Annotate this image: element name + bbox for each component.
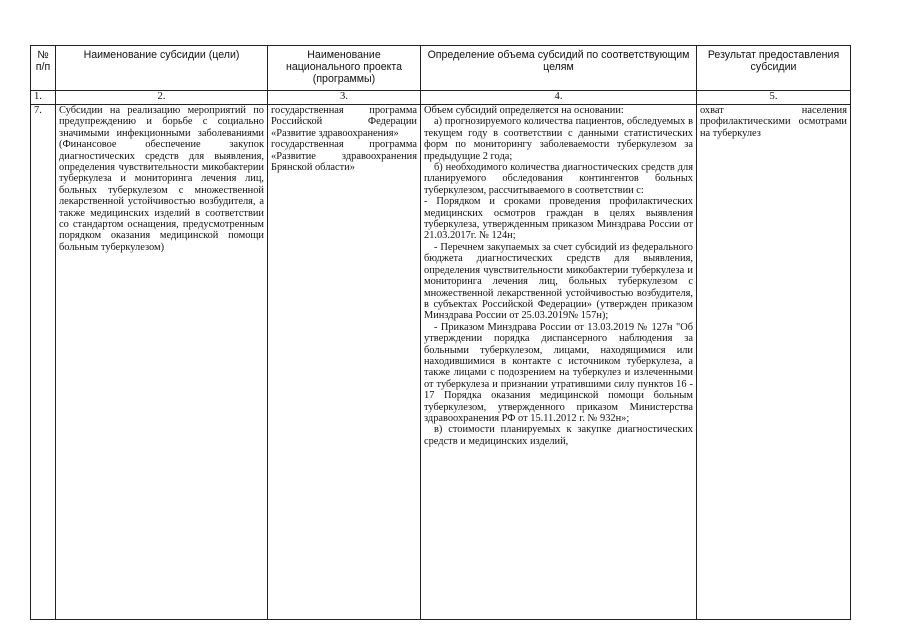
- definition-subitem-2: - Перечнем закупаемых за счет субсидий из федерального бюджета диагностических средств для выявления, определения чувствительности микобактерии туберкулеза и мониторинга лечения лиц, больных туберкулезом с множественной лекарственной устойчивостью возбудителя, в субъектах Российской Федерации» (утвержден приказом Минздрава России от 25.03.2019№ 157н);: [424, 241, 693, 322]
- definition-subitem-3: - Приказом Минздрава России от 13.03.2019 № 127н "Об утверждении порядка диспансерного наблюдения за больными туберкулезом, лицами, находящимися или находившимися в контакте с источником туберкулеза, а также лицами с подозрением на туберкулез и излеченными от туберкулеза и признании утратившими силу пунктов 16 - 17 Порядка оказания медицинской помощи больным туберкулезом, утвержденного приказом Министерства здравоохранения РФ от 15.11.2012 г. № 932н»;: [424, 321, 693, 424]
- definition-intro: Объем субсидий определяется на основании:: [424, 105, 624, 116]
- column-number-3: 3.: [268, 91, 421, 105]
- header-name: Наименование субсидии (цели): [56, 46, 268, 91]
- project-regional: государственная программа «Развитие здравоохранения Брянской области»: [271, 139, 417, 174]
- column-number-2: 2.: [56, 91, 268, 105]
- subsidy-table: [30, 45, 851, 620]
- definition-subitem-1: - Порядком и сроками проведения профилактических медицинских осмотров граждан в целях выявления туберкулеза, утвержденным приказом Минздрава России от 21.03.2017г. № 124н;: [424, 196, 693, 242]
- definition-item-b: б) необходимого количества диагностических средств для планируемого обследования контингентов больных туберкулезом, рассчитываемого в соответствии с:: [424, 162, 693, 196]
- header-definition: Определение объема субсидий по соответствующим целям: [421, 46, 697, 91]
- column-number-row: [31, 91, 851, 105]
- row-number: 7.: [31, 105, 56, 620]
- project-cell: [268, 105, 421, 620]
- definition-item-a: а) прогнозируемого количества пациентов, обследуемых в текущем году в соответствии с данными статистических форм по мониторингу заболеваемости туберкулезом за предыдущие 2 года;: [424, 116, 693, 162]
- column-number-5: 5.: [697, 91, 851, 105]
- definition-cell: [421, 105, 697, 620]
- definition-item-c: в) стоимости планируемых к закупке диагностических средств и медицинских изделий,: [424, 424, 693, 447]
- header-num: № п/п: [31, 46, 56, 91]
- table-header-row: [31, 46, 851, 91]
- header-result: Результат предоставления субсидии: [697, 46, 851, 91]
- column-number-4: 4.: [421, 91, 697, 105]
- subsidy-name-cell: Субсидии на реализацию мероприятий по предупреждению и борьбе с социально значимыми инфекционными заболеваниями (Финансовое обеспечение закупок диагностических средств для выявления, определения чувствительности микобактерии туберкулеза и мониторинга лечения лиц, больных туберкулезом с множественной лекарственной устойчивостью возбудителя, а также медицинских изделий в соответствии со стандартом оснащения, предусмотренным порядком оказания медицинской помощи больным туберкулезом): [56, 105, 268, 620]
- column-number-1: 1.: [31, 91, 56, 105]
- project-federal: государственная программа Российской Федерации «Развитие здравоохранения»: [271, 105, 417, 139]
- header-project: Наименование национального проекта (программы): [268, 46, 421, 91]
- table-row: [31, 105, 851, 620]
- result-cell: охват населения профилактическими осмотрами на туберкулез: [697, 105, 851, 620]
